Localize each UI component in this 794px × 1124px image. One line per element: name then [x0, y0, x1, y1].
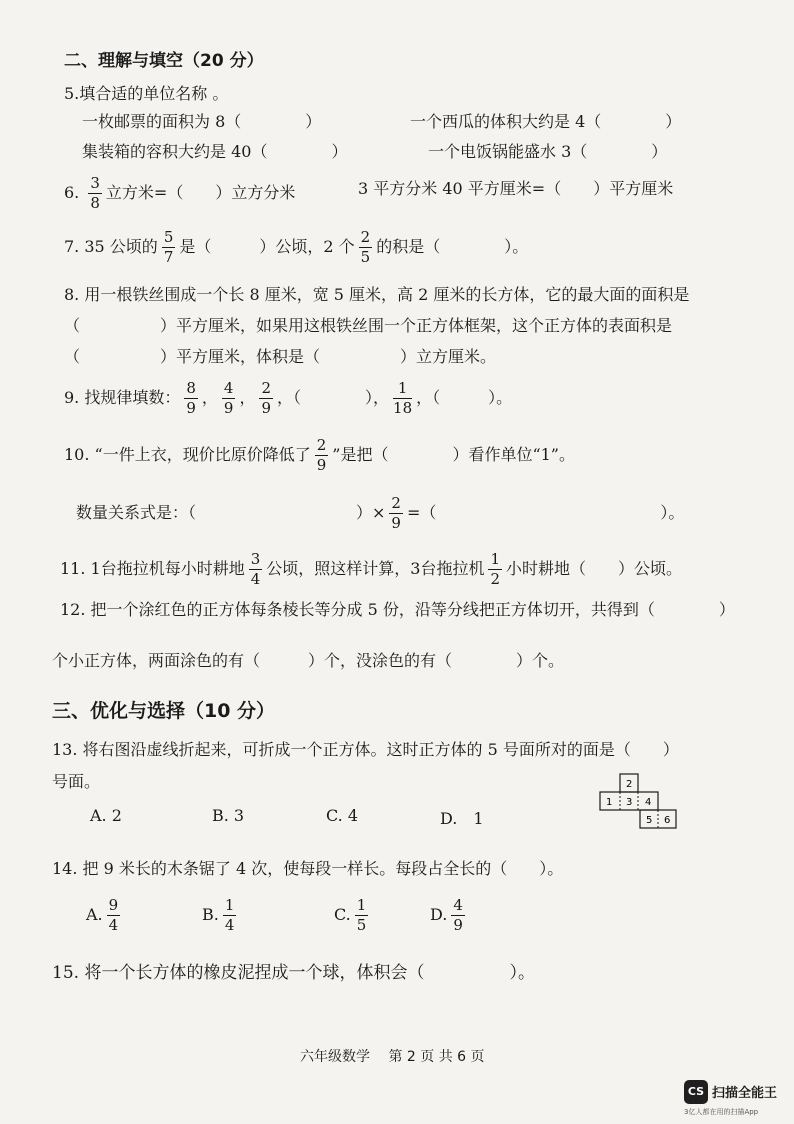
- fraction: $\frac{2}{9}$: [316, 436, 327, 474]
- net-face-2: 2: [626, 779, 633, 790]
- scanner-watermark: [684, 1080, 794, 1120]
- q6-line: [64, 176, 295, 211]
- q13-line2: 号面。: [52, 772, 101, 791]
- section-3-title: 三、优化与选择（10 分）: [52, 700, 276, 722]
- fraction: $\frac{2}{9}$: [391, 494, 401, 532]
- net-face-5: 5: [646, 815, 653, 826]
- q8-line1: 8. 用一根铁丝围成一个长 8 厘米，宽 5 厘米，高 2 厘米的长方体，它的最大面的面积是: [64, 285, 690, 304]
- fraction: $\frac{9}{4}$: [108, 896, 119, 934]
- fraction: $\frac{3}{4}$: [250, 550, 261, 588]
- q9-line: 9. 找规律填数： $\frac{8}{9}$ ， $\frac{4}{9}$ ， $\frac{2}{9}$ ，（ ）， $\frac{1}{18}$ ，（ ）。: [64, 379, 513, 417]
- fraction: $\frac{4}{9}$: [453, 896, 463, 934]
- q11-line: 11. 1台拖拉机每小时耕地 $\frac{3}{4}$ 公顷，照这样计算，3台拖拉机 $\frac{1}{2}$ 小时耕地（ ）公顷。: [60, 550, 683, 588]
- q5-c: 集装箱的容积大约是 40（ ）: [82, 142, 348, 161]
- q13-option-b: B. 3: [212, 806, 245, 825]
- q7-line: 7. 35 公顷的 $\frac{5}{7}$ 是（ ）公顷，2 个 $\frac{2}{5}$ 的积是（ ）。: [64, 228, 529, 266]
- q13-line1: 13. 将右图沿虚线折起来，可折成一个正方体。这时正方体的 5 号面所对的面是（ ）: [52, 740, 679, 759]
- q13-option-d: D. 1: [440, 809, 484, 828]
- fraction: $\frac{1}{4}$: [224, 896, 235, 934]
- q5-d: 一个电饭锅能盛水 3（ ）: [428, 142, 668, 161]
- page-footer: [300, 1046, 499, 1066]
- q14-option-b: B. $\frac{1}{4}$: [202, 896, 235, 934]
- section-2-title: 二、理解与填空（20 分）: [64, 51, 264, 71]
- fraction: $\frac{2}{5}$: [360, 228, 371, 266]
- footer-page: 第 2 页 共 6 页: [388, 1049, 485, 1065]
- fraction: $\frac{5}{7}$: [163, 228, 174, 266]
- fraction: $\frac{1}{18}$: [393, 379, 413, 417]
- q13-option-a: A. 2: [90, 806, 122, 825]
- watermark-name: 扫描全能王: [712, 1086, 778, 1101]
- q12-line1: 12. 把一个涂红色的正方体每条棱长等分成 5 份，沿等分线把正方体切开，共得到（ ）: [60, 600, 735, 619]
- q10-relation: 数量关系式是：（ ）× $\frac{2}{9}$ =（ ）。: [76, 494, 685, 532]
- q14-text: 14. 把 9 米长的木条锯了 4 次，使每段一样长。每段占全长的（ ）。: [52, 859, 564, 878]
- q10-line: 10. “一件上衣，现价比原价降低了 $\frac{2}{9}$ ”是把（ ）看作单位“1”。: [64, 436, 575, 474]
- q8-line2: （ ）平方厘米，如果用这根铁丝围一个正方体框架，这个正方体的表面积是: [64, 316, 673, 335]
- watermark-tagline: 3亿人都在用的扫描App: [684, 1108, 759, 1116]
- q14-option-a: A. $\frac{9}{4}$: [86, 896, 119, 934]
- q14-option-c: C. $\frac{1}{5}$: [334, 896, 367, 934]
- q12-line2: 个小正方体，两面涂色的有（ ）个，没涂色的有（ ）个。: [52, 651, 565, 670]
- q6-text1: 立方米=（ ）立方分米: [105, 183, 296, 202]
- q6-number: 6.: [64, 183, 80, 202]
- net-face-6: 6: [664, 815, 671, 826]
- fraction: $\frac{2}{9}$: [261, 379, 272, 417]
- net-face-3: 3: [626, 797, 633, 808]
- fraction: $\frac{4}{9}$: [223, 379, 234, 417]
- camscanner-logo-icon: CS: [684, 1080, 708, 1104]
- cube-net-figure: [596, 772, 688, 834]
- q14-option-d: D. $\frac{4}{9}$: [430, 896, 463, 934]
- fraction: $\frac{1}{5}$: [356, 896, 367, 934]
- q5-prompt: 5.填合适的单位名称 。: [64, 84, 229, 103]
- q15-text: 15. 将一个长方体的橡皮泥捏成一个球，体积会（ ）。: [52, 963, 535, 983]
- net-face-4: 4: [645, 797, 652, 808]
- fraction: $\frac{1}{2}$: [490, 550, 500, 588]
- net-face-1: 1: [606, 797, 613, 808]
- q8-line3: （ ）平方厘米，体积是（ ）立方厘米。: [64, 347, 497, 366]
- fraction: $\frac{8}{9}$: [186, 379, 196, 417]
- q6-text2: 3 平方分米 40 平方厘米=（ ）平方厘米: [358, 179, 674, 198]
- fraction: $\frac{3}{8}$: [90, 174, 100, 212]
- q5-b: 一个西瓜的体积大约是 4（ ）: [410, 112, 682, 131]
- q5-a: 一枚邮票的面积为 8（ ）: [82, 112, 322, 131]
- footer-grade: 六年级数学: [300, 1049, 370, 1065]
- q13-option-c: C. 4: [326, 806, 359, 825]
